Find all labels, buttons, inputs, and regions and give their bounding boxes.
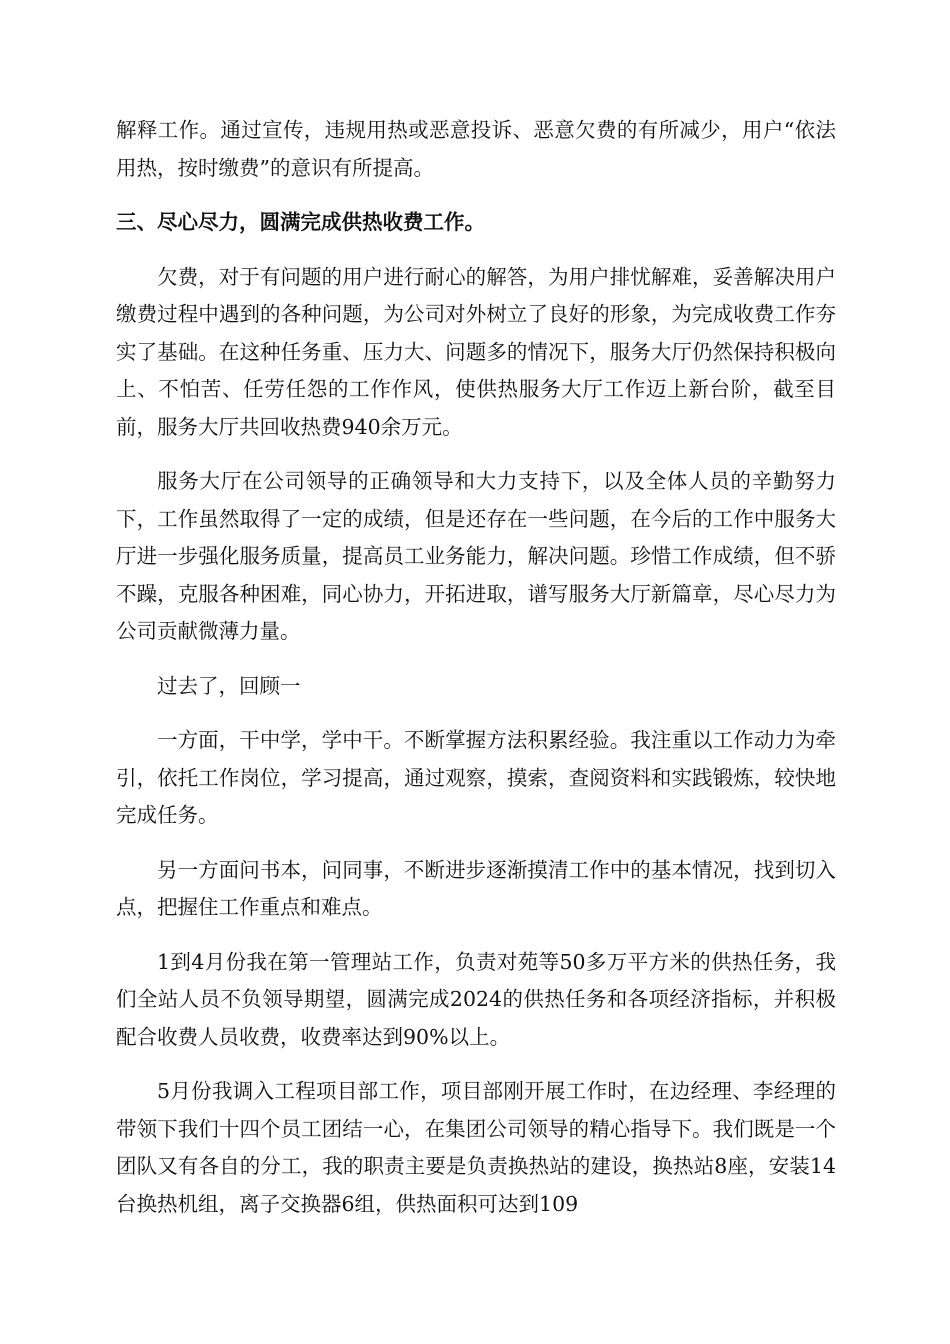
paragraph-5: 一方面，干中学，学中干。不断掌握方法积累经验。我注重以工作动力为牵引，依托工作岗位，学习提高，通过观察，摸索，查阅资料和实践锻炼，较快地完成任务。 (116, 728, 836, 827)
paragraph-2: 欠费，对于有问题的用户进行耐心的解答，为用户排忧解难，妥善解决用户缴费过程中遇到的各种问题，为公司对外树立了良好的形象，为完成收费工作夯实了基础。在这种任务重、压力大、问题多的情况下，服务大厅仍然保持积极向上、不怕苦、任劳任怨的工作作风，使供热服务大厅工作迈上新台阶，截至目前，服务大厅共回收热费940余万元。 (116, 264, 836, 439)
paragraph-3: 服务大厅在公司领导的正确领导和大力支持下，以及全体人员的辛勤努力下，工作虽然取得了一定的成绩，但是还存在一些问题，在今后的工作中服务大厅进一步强化服务质量，提高员工业务能力，解决问题。珍惜工作成绩，但不骄不躁，克服各种困难，同心协力，开拓进取，谱写服务大厅新篇章，尽心尽力为公司贡献微薄力量。 (116, 469, 836, 643)
document-page (116, 112, 836, 1240)
paragraph-1: 解释工作。通过宣传，违规用热或恶意投诉、恶意欠费的有所减少，用户“依法用热，按时缴费”的意识有所提高。 (116, 118, 836, 180)
paragraph-8: 5月份我调入工程项目部工作，项目部刚开展工作时，在边经理、李经理的带领下我们十四个员工团结一心，在集团公司领导的精心指导下。我们既是一个团队又有各自的分工，我的职责主要是负责换热站的建设，换热站8座，安装14台换热机组，离子交换器6组，供热面积可达到109 (116, 1079, 836, 1216)
paragraph-7: 1到4月份我在第一管理站工作，负责对苑等50多万平方米的供热任务，我们全站人员不负领导期望，圆满完成2024的供热任务和各项经济指标，并积极配合收费人员收费，收费率达到90%以上。 (116, 949, 836, 1049)
paragraph-4: 过去了，回顾一 (157, 673, 301, 698)
paragraph-6: 另一方面问书本，问同事，不断进步逐渐摸清工作中的基本情况，找到切入点，把握住工作重点和难点。 (116, 857, 836, 919)
section-heading: 三、尽心尽力，圆满完成供热收费工作。 (116, 210, 485, 234)
